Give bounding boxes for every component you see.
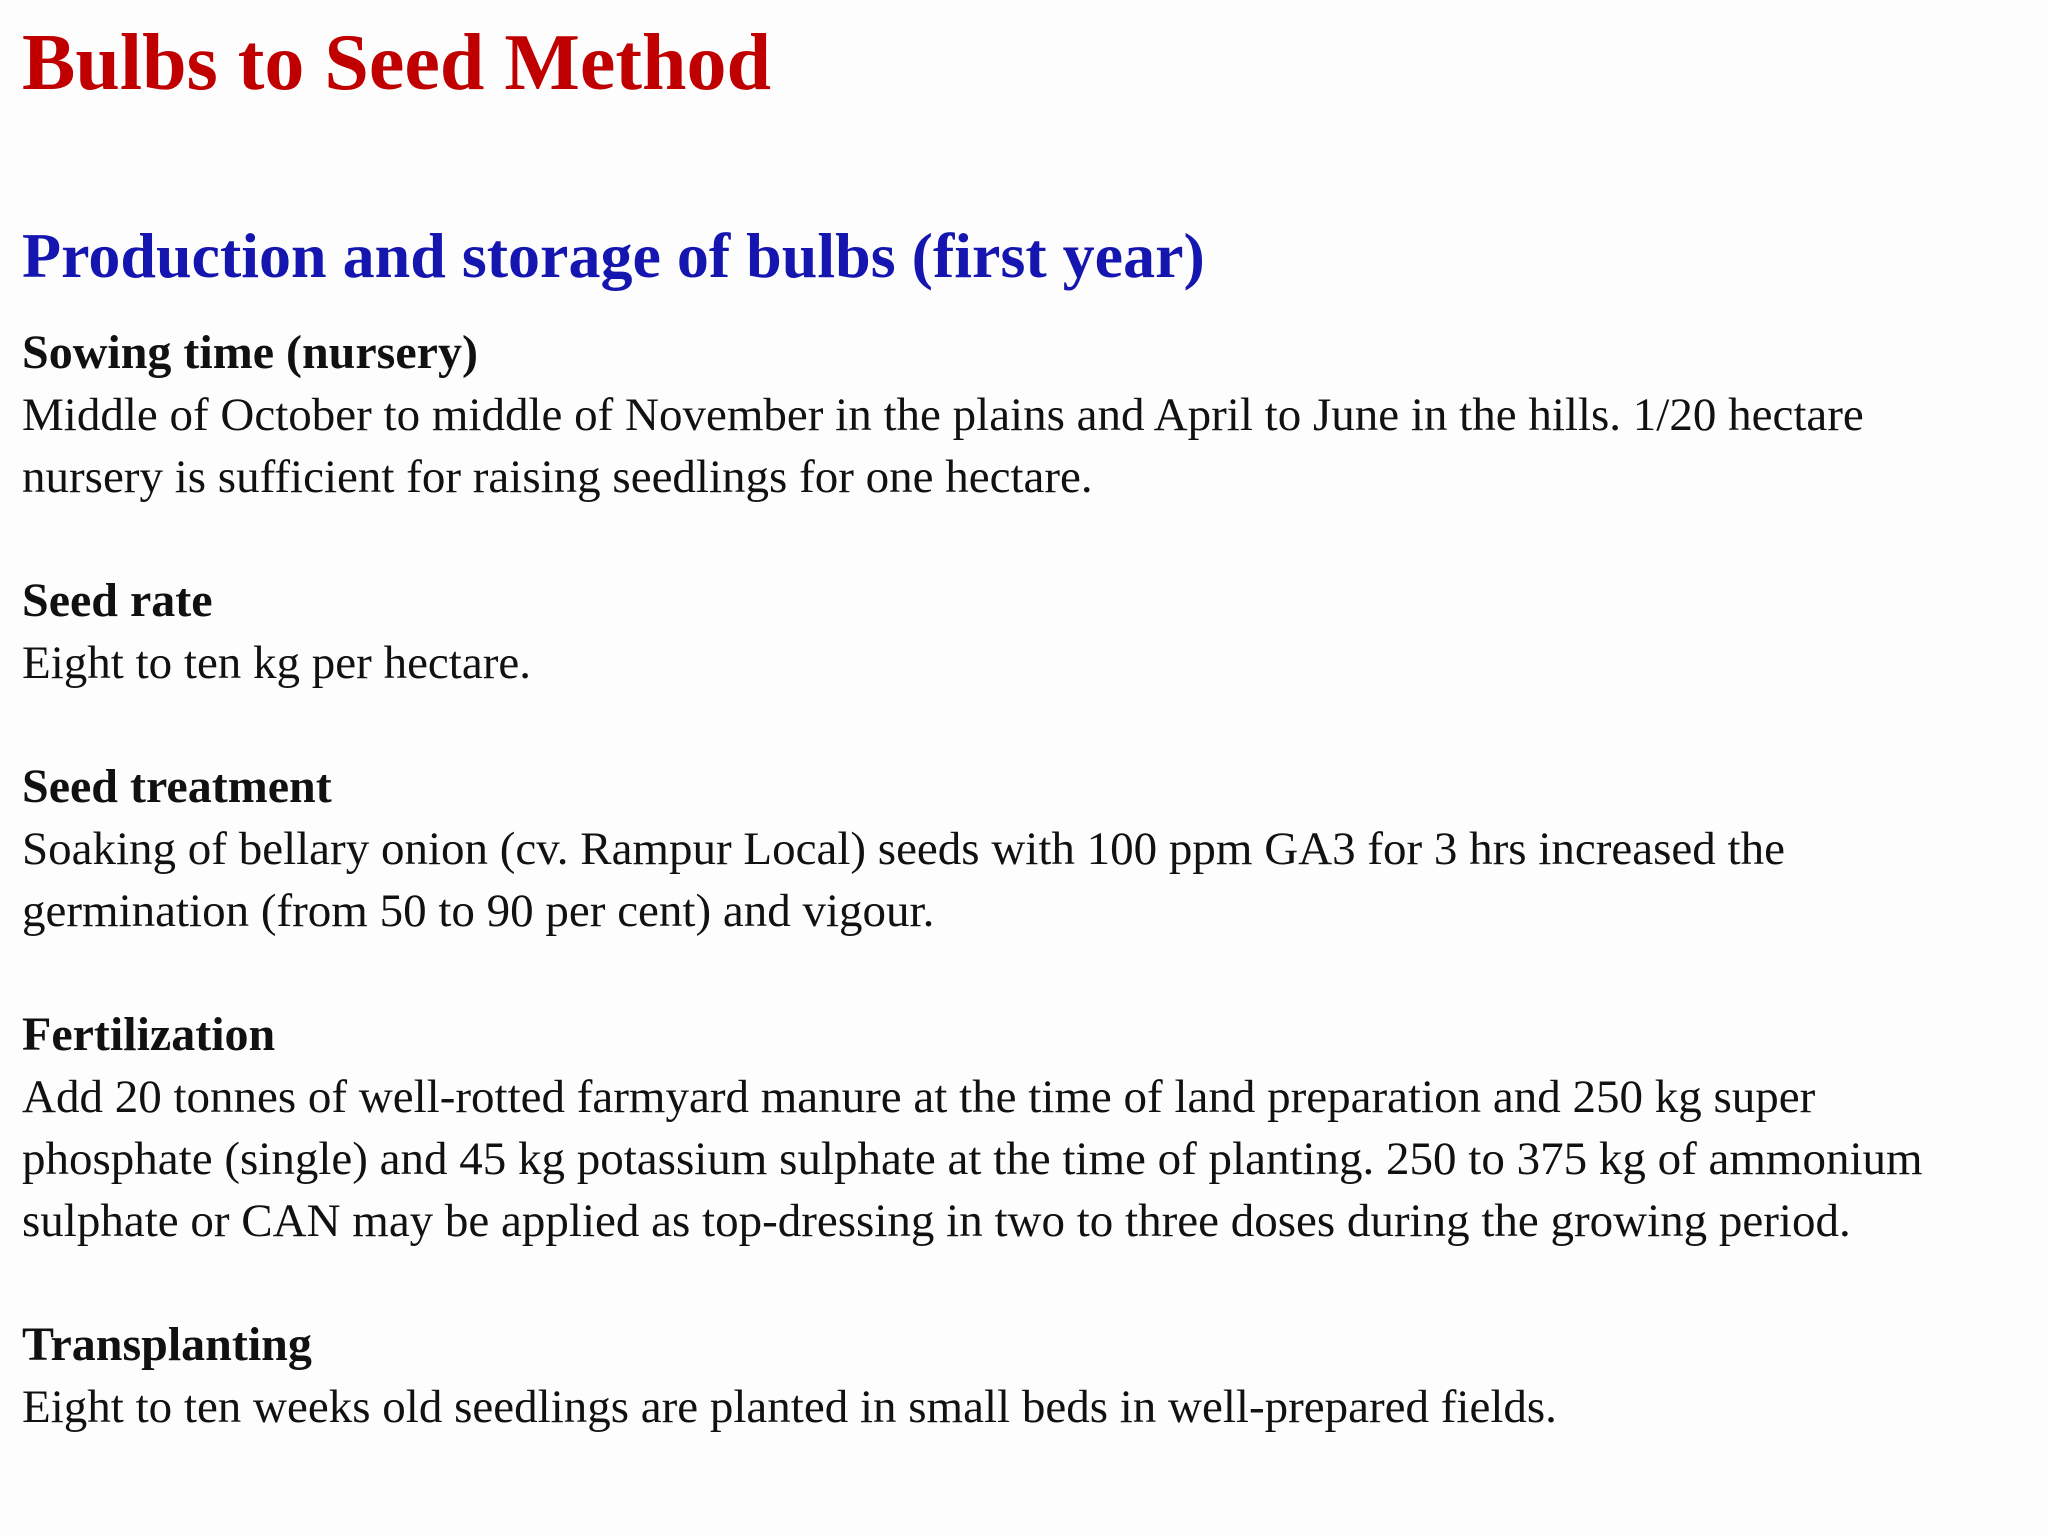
section-seed-treatment — [22, 756, 2008, 942]
section-body: Middle of October to middle of November in the plains and April to June in the hills. 1/20 hectare nursery is sufficient for raising seedlings for one hectare. — [22, 389, 1864, 503]
section-fertilization — [22, 1004, 2008, 1252]
section-heading: Seed rate — [22, 574, 213, 627]
section-heading: Sowing time (nursery) — [22, 326, 478, 379]
section-subtitle: Production and storage of bulbs (first year) — [22, 220, 1205, 291]
section-body: Soaking of bellary onion (cv. Rampur Local) seeds with 100 ppm GA3 for 3 hrs increased the germination (from 50 to 90 per cent) and vigour. — [22, 823, 1785, 937]
section-heading: Seed treatment — [22, 760, 332, 813]
page-title: Bulbs to Seed Method — [22, 19, 771, 107]
section-body: Eight to ten kg per hectare. — [22, 637, 531, 689]
section-transplanting — [22, 1314, 2008, 1438]
section-body: Add 20 tonnes of well-rotted farmyard manure at the time of land preparation and 250 kg super phosphate (single) and 45 kg potassium sulphate at the time of planting. 250 to 375 kg of ammonium sulphate or CAN may be applied as top-dressing in two to three doses during the growing period. — [22, 1071, 1923, 1247]
section-heading: Transplanting — [22, 1318, 312, 1371]
section-seed-rate — [22, 570, 2008, 694]
section-sowing-time — [22, 322, 2008, 508]
section-heading: Fertilization — [22, 1008, 276, 1061]
section-body: Eight to ten weeks old seedlings are planted in small beds in well-prepared fields. — [22, 1381, 1557, 1433]
content-sections — [22, 322, 2008, 1438]
